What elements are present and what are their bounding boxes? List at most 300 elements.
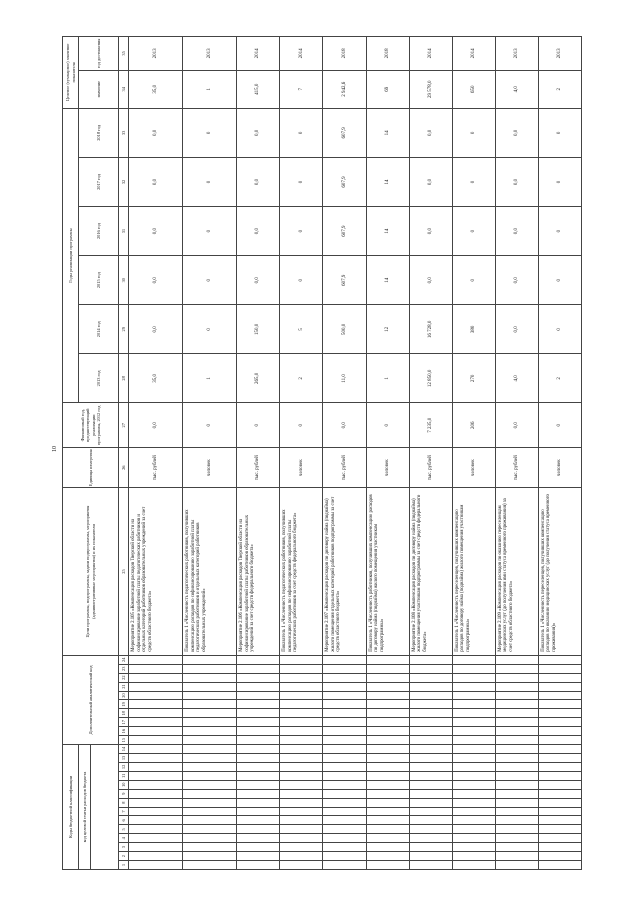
year-value: 0 — [452, 108, 495, 157]
code-cell — [183, 852, 237, 861]
code-cell — [452, 736, 495, 745]
code-cell — [495, 655, 538, 664]
code-cell — [280, 852, 323, 861]
year-value: 0 — [452, 256, 495, 305]
year-value: 607,9 — [323, 108, 366, 157]
final-year: 2013 — [495, 37, 538, 71]
code-cell — [323, 700, 366, 709]
year-value: 0,0 — [495, 108, 538, 157]
code-cell — [237, 673, 280, 682]
code-cell — [183, 691, 237, 700]
code-cell — [323, 771, 366, 780]
year-value: 0 — [280, 207, 323, 256]
code-cell — [323, 834, 366, 843]
code-cell — [183, 762, 237, 771]
code-cell — [452, 673, 495, 682]
code-cell — [495, 691, 538, 700]
code-cell — [129, 825, 183, 834]
row-description: Показатель 1 «Численность работников, получивших компенсацию расходов по договору найма (поднайма) жилого помещения участникам подпрограммы» — [366, 488, 409, 655]
year-value: 0 — [280, 256, 323, 305]
index-cell: 7 — [119, 807, 129, 816]
code-cell — [183, 736, 237, 745]
index-row — [119, 37, 129, 870]
year-value: 0,0 — [409, 207, 452, 256]
code-cell — [538, 664, 581, 673]
code-cell — [183, 780, 237, 789]
index-cell: 27 — [119, 403, 129, 448]
year-value: 0,0 — [495, 256, 538, 305]
code-cell — [183, 682, 237, 691]
code-cell — [129, 745, 183, 754]
code-cell — [538, 727, 581, 736]
code-cell — [452, 771, 495, 780]
code-cell — [452, 700, 495, 709]
table-row — [366, 37, 409, 870]
rotated-page — [62, 36, 582, 870]
base-year-value: 0 — [183, 403, 237, 448]
final-value: 4,0 — [495, 70, 538, 108]
year-value: 0,0 — [409, 256, 452, 305]
code-cell — [366, 691, 409, 700]
code-cell — [237, 762, 280, 771]
code-cell — [452, 807, 495, 816]
code-cell — [323, 664, 366, 673]
code-cell — [495, 736, 538, 745]
code-cell — [280, 798, 323, 807]
code-cell — [280, 861, 323, 870]
code-cell — [366, 709, 409, 718]
code-cell — [129, 700, 183, 709]
code-cell — [129, 754, 183, 763]
year-value: 0,0 — [129, 305, 183, 354]
code-cell — [409, 825, 452, 834]
code-cell — [409, 834, 452, 843]
code-cell — [280, 727, 323, 736]
code-cell — [237, 852, 280, 861]
index-cell: 29 — [119, 305, 129, 354]
code-cell — [280, 745, 323, 754]
code-cell — [538, 736, 581, 745]
code-cell — [538, 682, 581, 691]
code-cell — [323, 745, 366, 754]
code-cell — [409, 655, 452, 664]
index-cell: 17 — [119, 718, 129, 727]
code-cell — [452, 691, 495, 700]
code-cell — [237, 861, 280, 870]
code-cell — [237, 718, 280, 727]
code-cell — [280, 789, 323, 798]
unit-header: Единица измерения — [63, 448, 119, 488]
code-cell — [452, 718, 495, 727]
row-description: Мероприятие 2.106 «Компенсация расходов Тверской области на софинансирование заработной платы работников образовательных учреждений за счет средств федерального бюджета» — [237, 488, 280, 655]
code-cell — [452, 861, 495, 870]
code-cell — [495, 798, 538, 807]
code-cell — [452, 843, 495, 852]
table-row — [538, 37, 581, 870]
code-cell — [129, 691, 183, 700]
code-cell — [280, 771, 323, 780]
code-cell — [237, 700, 280, 709]
code-cell — [129, 682, 183, 691]
year-value: 0 — [538, 108, 581, 157]
code-cell — [129, 780, 183, 789]
code-cell — [237, 780, 280, 789]
final-value: 1 — [183, 70, 237, 108]
code-cell — [129, 798, 183, 807]
final-value: 650 — [452, 70, 495, 108]
code-cell — [409, 736, 452, 745]
code-cell — [323, 754, 366, 763]
code-cell — [237, 709, 280, 718]
index-cell: 11 — [119, 771, 129, 780]
code-cell — [409, 789, 452, 798]
index-cell: 5 — [119, 825, 129, 834]
codes-subheader: код целевой статьи расходов бюджета — [79, 745, 91, 870]
code-cell — [366, 780, 409, 789]
code-cell — [323, 673, 366, 682]
code-cell — [538, 754, 581, 763]
index-cell: 12 — [119, 762, 129, 771]
code-cell — [495, 843, 538, 852]
unit-cell: человек — [280, 448, 323, 488]
base-year-value: 0 — [366, 403, 409, 448]
year-value: 5 — [280, 305, 323, 354]
code-cell — [183, 673, 237, 682]
index-cell: 31 — [119, 207, 129, 256]
code-cell — [183, 754, 237, 763]
code-cell — [323, 727, 366, 736]
code-cell — [323, 718, 366, 727]
code-cell — [323, 682, 366, 691]
year-value: 2 — [280, 354, 323, 403]
year-value: 0 — [183, 305, 237, 354]
code-cell — [452, 709, 495, 718]
code-cell — [452, 682, 495, 691]
code-cell — [495, 834, 538, 843]
year-value: 265,0 — [237, 354, 280, 403]
codes-header: Коды бюджетной классификации — [63, 745, 79, 870]
code-cell — [323, 798, 366, 807]
base-year-value: 0 — [280, 403, 323, 448]
index-cell: 25 — [119, 488, 129, 655]
unit-cell: тыс. рублей — [323, 448, 366, 488]
base-year-value: 7 235,0 — [409, 403, 452, 448]
code-cell — [366, 807, 409, 816]
final-value: 29 578,0 — [409, 70, 452, 108]
code-cell — [323, 691, 366, 700]
index-cell: 20 — [119, 691, 129, 700]
code-cell — [409, 691, 452, 700]
index-cell: 2 — [119, 852, 129, 861]
final-value: 69 — [366, 70, 409, 108]
code-cell — [366, 825, 409, 834]
code-cell — [538, 700, 581, 709]
code-cell — [323, 655, 366, 664]
year-value: 35,0 — [129, 354, 183, 403]
base-year-value: 0 — [538, 403, 581, 448]
code-cell — [323, 780, 366, 789]
code-cell — [280, 843, 323, 852]
code-cell — [366, 682, 409, 691]
year-2014-header: 2014 год — [79, 305, 119, 354]
code-cell — [452, 816, 495, 825]
year-value: 607,9 — [323, 157, 366, 206]
year-value: 0 — [538, 256, 581, 305]
code-cell — [409, 780, 452, 789]
code-cell — [409, 816, 452, 825]
code-cell — [237, 825, 280, 834]
code-cell — [538, 852, 581, 861]
final-value: 415,0 — [237, 70, 280, 108]
code-cell — [237, 655, 280, 664]
code-cell — [323, 762, 366, 771]
index-cell: 35 — [119, 37, 129, 71]
code-cell — [129, 727, 183, 736]
code-cell — [366, 745, 409, 754]
row-description: Мероприятие 2.108 «Компенсация расходов по договору найма (поднайма) жилого помещения участникам подпрограммы за счет средств федерального бюджета» — [409, 488, 452, 655]
code-cell — [366, 789, 409, 798]
code-cell — [366, 718, 409, 727]
code-cell — [129, 861, 183, 870]
year-value: 0,0 — [495, 157, 538, 206]
code-cell — [409, 762, 452, 771]
row-description: Показатель 1 «Численность педагогических работников, получивших компенсацию расходов по софинансированию заработной платы педагогических работников за счет средств федерального бюджета» — [280, 488, 323, 655]
code-cell — [538, 807, 581, 816]
codes-spacer — [91, 745, 119, 870]
year-value: 0 — [183, 256, 237, 305]
base-year-header: Финансовый год, предшествующий реализации программы, 2012 год — [63, 403, 119, 448]
year-value: 270 — [452, 354, 495, 403]
code-cell — [452, 664, 495, 673]
code-cell — [237, 691, 280, 700]
code-cell — [183, 843, 237, 852]
year-2016-header: 2016 год — [79, 207, 119, 256]
code-cell — [129, 736, 183, 745]
code-cell — [280, 816, 323, 825]
index-cell: 28 — [119, 354, 129, 403]
index-cell: 24 — [119, 655, 129, 664]
year-value: 0,0 — [237, 108, 280, 157]
code-cell — [323, 789, 366, 798]
base-year-value: 0 — [237, 403, 280, 448]
code-cell — [129, 664, 183, 673]
row-description: Мероприятие 2.107 «Компенсация расходов по договору найма (поднайма) жилого помещения отдельных категорий работников подпрограммы за счет средств областного бюджета» — [323, 488, 366, 655]
final-value: 2 — [538, 70, 581, 108]
code-cell — [183, 825, 237, 834]
code-cell — [129, 834, 183, 843]
code-cell — [409, 682, 452, 691]
code-cell — [366, 700, 409, 709]
final-year: 2014 — [409, 37, 452, 71]
table-row — [183, 37, 237, 870]
year-value: 0 — [183, 207, 237, 256]
code-cell — [280, 655, 323, 664]
year-value: 0,0 — [129, 157, 183, 206]
code-cell — [366, 816, 409, 825]
code-cell — [280, 762, 323, 771]
row-description: Мероприятие 2.105 «Компенсация расходов Тверской области на софинансирование заработной платы педагогических работников и отдельных категорий работников образовательных учреждений за счет средств областного бюджета» — [129, 488, 183, 655]
row-description: Показатель 1 «Численность переселенцев, получивших компенсацию расходов по оказанию медицинских услуг (до получения статуса временного проживания)» — [538, 488, 581, 655]
code-cell — [452, 745, 495, 754]
code-cell — [366, 852, 409, 861]
year-value: 11,0 — [323, 354, 366, 403]
code-cell — [129, 807, 183, 816]
year-2017-header: 2017 год — [79, 157, 119, 206]
unit-cell: человек — [183, 448, 237, 488]
code-cell — [323, 816, 366, 825]
final-year: 2014 — [237, 37, 280, 71]
code-cell — [237, 843, 280, 852]
code-cell — [183, 700, 237, 709]
code-cell — [129, 843, 183, 852]
program-table — [62, 36, 582, 870]
code-cell — [129, 816, 183, 825]
year-value: 0 — [538, 157, 581, 206]
code-cell — [366, 798, 409, 807]
table-row — [323, 37, 366, 870]
code-cell — [280, 825, 323, 834]
index-cell: 30 — [119, 256, 129, 305]
code-cell — [129, 709, 183, 718]
unit-cell: человек — [452, 448, 495, 488]
code-cell — [129, 718, 183, 727]
year-value: 607,9 — [323, 207, 366, 256]
code-cell — [323, 852, 366, 861]
code-cell — [452, 754, 495, 763]
code-cell — [409, 718, 452, 727]
code-cell — [366, 771, 409, 780]
code-cell — [183, 745, 237, 754]
year-value: 0,0 — [129, 256, 183, 305]
code-cell — [183, 861, 237, 870]
code-cell — [129, 762, 183, 771]
index-cell: 10 — [119, 780, 129, 789]
final-year: 2013 — [129, 37, 183, 71]
code-cell — [495, 745, 538, 754]
final-year: 2013 — [183, 37, 237, 71]
code-cell — [495, 700, 538, 709]
code-cell — [495, 709, 538, 718]
code-cell — [495, 861, 538, 870]
code-cell — [366, 736, 409, 745]
year-value: 1 — [366, 354, 409, 403]
year-value: 0,0 — [409, 157, 452, 206]
final-header: Целевое (суммарное) значение показателя — [63, 37, 79, 109]
index-cell: 33 — [119, 108, 129, 157]
index-cell: 32 — [119, 157, 129, 206]
code-cell — [183, 655, 237, 664]
code-cell — [452, 780, 495, 789]
code-cell — [280, 682, 323, 691]
base-year-value: 0,0 — [495, 403, 538, 448]
year-value: 0,0 — [237, 207, 280, 256]
code-cell — [452, 789, 495, 798]
code-cell — [538, 745, 581, 754]
code-cell — [237, 834, 280, 843]
code-cell — [538, 762, 581, 771]
final-year: 2018 — [323, 37, 366, 71]
code-cell — [366, 673, 409, 682]
base-year-value: 0,0 — [323, 403, 366, 448]
code-cell — [280, 754, 323, 763]
row-description: Показатель 1 «Численность педагогических работников, получивших компенсацию расходов по софинансированию заработной платы педагогических работников и отдельных категорий работников образовательных учреждений» — [183, 488, 237, 655]
year-2015-header: 2015 год — [79, 256, 119, 305]
page-number: 10 — [52, 446, 58, 452]
code-cell — [183, 718, 237, 727]
index-cell: 13 — [119, 754, 129, 763]
index-cell: 21 — [119, 682, 129, 691]
code-cell — [237, 816, 280, 825]
header-row-1 — [63, 37, 79, 870]
year-value: 0,0 — [495, 305, 538, 354]
code-cell — [129, 673, 183, 682]
code-cell — [323, 807, 366, 816]
code-cell — [183, 789, 237, 798]
index-cell: 19 — [119, 700, 129, 709]
code-cell — [409, 771, 452, 780]
code-cell — [495, 816, 538, 825]
row-description: Показатель 1 «Численность переселенцев, получивших компенсацию расходов по договору найма (поднайма) жилого помещения участникам подпрограммы» — [452, 488, 495, 655]
code-cell — [280, 780, 323, 789]
code-cell — [323, 843, 366, 852]
code-cell — [452, 762, 495, 771]
code-cell — [409, 798, 452, 807]
index-cell: 4 — [119, 834, 129, 843]
code-cell — [495, 727, 538, 736]
code-cell — [280, 664, 323, 673]
code-cell — [495, 771, 538, 780]
code-cell — [409, 843, 452, 852]
table-row — [409, 37, 452, 870]
index-cell: 14 — [119, 745, 129, 754]
code-cell — [366, 754, 409, 763]
code-cell — [366, 843, 409, 852]
code-cell — [237, 745, 280, 754]
code-cell — [323, 861, 366, 870]
code-cell — [237, 807, 280, 816]
index-cell: 3 — [119, 843, 129, 852]
code-cell — [183, 798, 237, 807]
code-cell — [366, 861, 409, 870]
year-value: 14 — [366, 207, 409, 256]
code-cell — [409, 709, 452, 718]
year-value: 12 — [366, 305, 409, 354]
year-value: 0 — [538, 305, 581, 354]
code-cell — [495, 664, 538, 673]
code-cell — [495, 673, 538, 682]
code-cell — [495, 789, 538, 798]
code-cell — [366, 727, 409, 736]
index-cell: 6 — [119, 816, 129, 825]
year-value: 150,0 — [237, 305, 280, 354]
code-cell — [409, 700, 452, 709]
years-header: Годы реализации программы — [63, 108, 79, 403]
base-year-value: 206 — [452, 403, 495, 448]
code-cell — [280, 718, 323, 727]
code-cell — [366, 834, 409, 843]
code-cell — [183, 834, 237, 843]
index-cell: 26 — [119, 448, 129, 488]
table-row — [237, 37, 280, 870]
unit-cell: тыс. рублей — [129, 448, 183, 488]
index-cell: 15 — [119, 736, 129, 745]
final-year-header: год достижения — [79, 37, 119, 71]
year-value: 1 — [183, 354, 237, 403]
index-cell: 34 — [119, 70, 129, 108]
year-value: 0 — [538, 207, 581, 256]
code-cell — [495, 762, 538, 771]
year-value: 0 — [452, 207, 495, 256]
